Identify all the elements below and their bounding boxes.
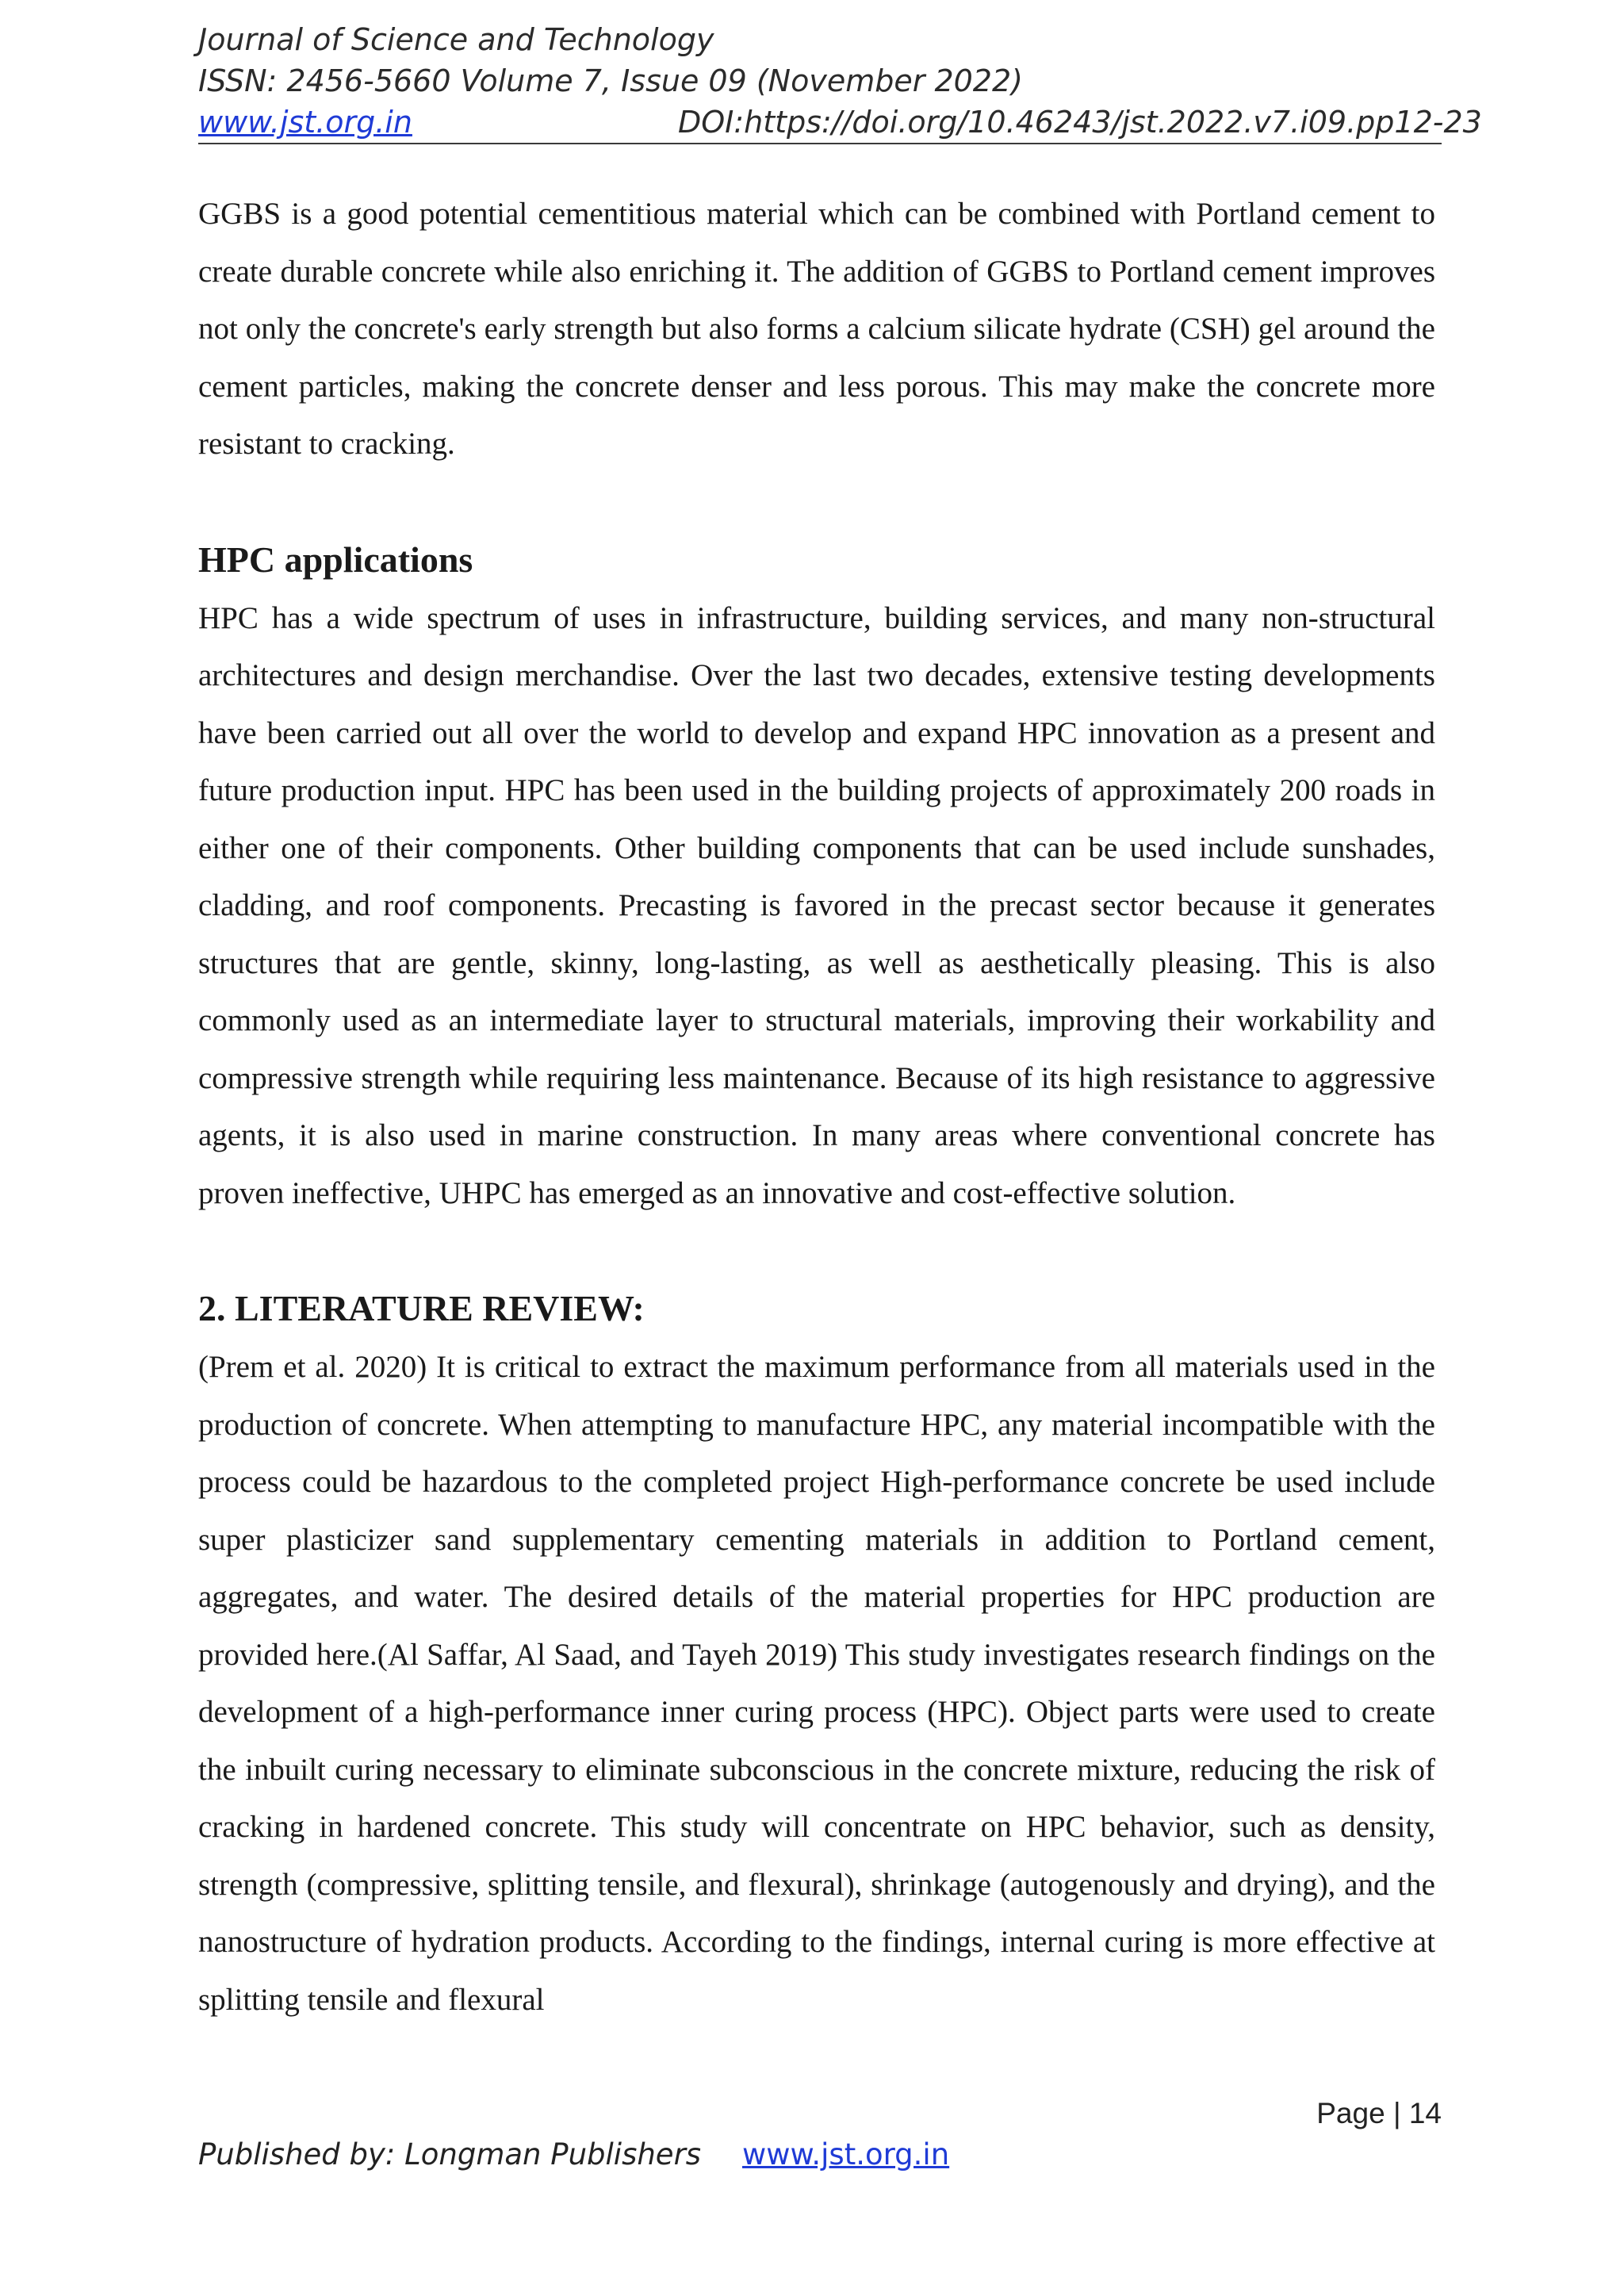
article-body	[198, 186, 1435, 2029]
doi-text: DOI:https://doi.org/10.46243/jst.2022.v7.i09.pp12-23	[678, 105, 1482, 140]
paragraph-literature-review: (Prem et al. 2020) It is critical to extract the maximum performance from all materials used in the production of concrete. When attempting to manufacture HPC, any material incompatible with the process could be hazardous to the completed project High-performance concrete be used include super plasticizer sand supplementary cementing materials in addition to Portland cement, aggregates, and water. The desired details of the material properties for HPC production are provided here.(Al Saffar, Al Saad, and Tayeh 2019) This study investigates research findings on the development of a high-performance inner curing process (HPC). Object parts were used to create the inbuilt curing necessary to eliminate subconscious in the concrete mixture, reducing the risk of cracking in hardened concrete. This study will concentrate on HPC behavior, such as density, strength (compressive, splitting tensile, and flexural), shrinkage (autogenously and drying), and the nanostructure of hydration products. According to the findings, internal curing is more effective at splitting tensile and flexural	[198, 1350, 1435, 2017]
paragraph-hpc-applications: HPC has a wide spectrum of uses in infrastructure, building services, and many non-structural architectures and design merchandise. Over the last two decades, extensive testing developments have been carried out all over the world to develop and expand HPC innovation as a present and future production input. HPC has been used in the building projects of approximately 200 roads in either one of their components. Other building components that can be used include sunshades, cladding, and roof components. Precasting is favored in the precast sector because it generates structures that are gentle, skinny, long-lasting, as well as aesthetically pleasing. This is also commonly used as an intermediate layer to structural materials, improving their workability and compressive strength while requiring less maintenance. Because of its high resistance to aggressive agents, it is also used in marine construction. In many areas where conventional concrete has proven ineffective, UHPC has emerged as an innovative and cost-effective solution.	[198, 600, 1435, 1210]
section-heading-literature-review: 2. LITERATURE REVIEW:	[198, 1288, 645, 1328]
header-website-link[interactable]: www.jst.org.in	[198, 105, 412, 140]
footer-website-link[interactable]: www.jst.org.in	[742, 2137, 950, 2171]
section-heading-hpc-applications: HPC applications	[198, 539, 473, 580]
issn-issue: ISSN: 2456-5660 Volume 7, Issue 09 (November 2022)	[198, 63, 1023, 98]
page-footer	[198, 2135, 1442, 2175]
publisher-text: Published by: Longman Publishers	[198, 2137, 702, 2171]
paragraph-ggbs: GGBS is a good potential cementitious material which can be combined with Portland cement to create durable concrete while also enriching it. The addition of GGBS to Portland cement improves not only the concrete's early strength but also forms a calcium silicate hydrate (CSH) gel around the cement particles, making the concrete denser and less porous. This may make the concrete more resistant to cracking.	[198, 197, 1435, 461]
header-divider	[198, 143, 1442, 144]
page-number: Page | 14	[1316, 2097, 1442, 2129]
header-link-row	[198, 102, 1482, 143]
journal-title: Journal of Science and Technology	[198, 22, 714, 57]
page-header	[198, 19, 1482, 143]
